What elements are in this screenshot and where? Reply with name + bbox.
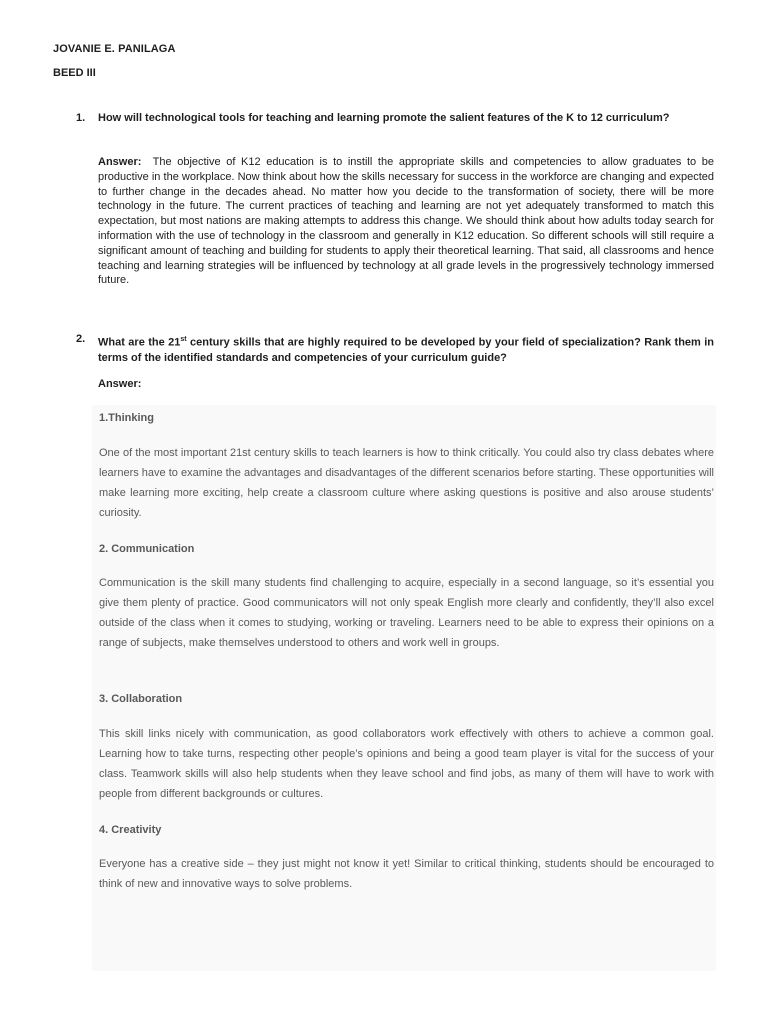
skill-title: 3. Collaboration [99, 693, 183, 705]
skill-description: Everyone has a creative side – they just might not know it yet! Similar to critical thinking, students should be encouraged to think of new and innovative ways to solve problems. [99, 858, 714, 890]
skill-title: 2. Communication [99, 543, 195, 555]
question-number: 2. [76, 333, 86, 345]
question-1 [76, 111, 714, 126]
question-text [98, 332, 714, 366]
answer-text: The objective of K12 education is to instill the appropriate skills and competencies to allow graduates to be productive in the workplace. Now think about how the skills necessary for success in the workforce are changing and expected to further change in the decades ahead. No matter how you decide to the transformation of society, there will be more technology in the future. The current practices of teaching and learning are not yet adequately transformed to match this expectation, but most nations are making attempts to address this change. We should think about how adults today search for information with the use of technology in the classroom and generally in K12 education. So different schools will still require a significant amount of teaching and building for students to apply their theoretical learning. That said, all classrooms and hence teaching and learning strategies will be influenced by technology at all grade levels in the progressively technology immersed future. [98, 156, 714, 287]
question-text-part: What are the 21 [98, 336, 181, 349]
answer-label: Answer: [98, 378, 142, 390]
skill-title: 4. Creativity [99, 824, 162, 836]
student-class: BEED III [53, 67, 96, 79]
question-2 [76, 332, 714, 366]
skill-description: This skill links nicely with communication, as good collaborators work effectively with others to achieve a common goal. Learning how to take turns, respecting other people’s opinions and being a good team player is vital for the success of your class. Teamwork skills will also help students when they leave school and find jobs, as many of them will have to work with people from different backgrounds or cultures. [99, 728, 714, 800]
question-number: 1. [76, 112, 86, 124]
answer-label: Answer: [98, 156, 142, 168]
question-text-part: century skills that are highly required to be developed by your field of specialization? Rank them in terms of the identified standards and competencies of your curriculum guide? [98, 336, 715, 364]
skill-description: Communication is the skill many students find challenging to acquire, especially in a second language, so it’s essential you give them plenty of practice. Good communicators will not only speak English more clearly and confidently, they’ll also excel outside of the class when it comes to studying, working or traveling. Learners need to be able to express their opinions on a range of subjects, make themselves understood to others and work well in groups. [99, 577, 714, 649]
answer-1 [98, 155, 714, 288]
ordinal-suffix: st [180, 336, 187, 343]
skill-title: 1.Thinking [99, 412, 154, 424]
skill-description: One of the most important 21st century skills to teach learners is how to think critically. You could also try class debates where learners have to examine the advantages and disadvantages of the different scenarios before starting. These opportunities will make learning more exciting, help create a classroom culture where asking questions is positive and also arouse students’ curiosity. [99, 447, 714, 519]
question-text: How will technological tools for teaching and learning promote the salient features of the K to 12 curriculum? [98, 112, 670, 124]
student-name: JOVANIE E. PANILAGA [53, 43, 176, 55]
